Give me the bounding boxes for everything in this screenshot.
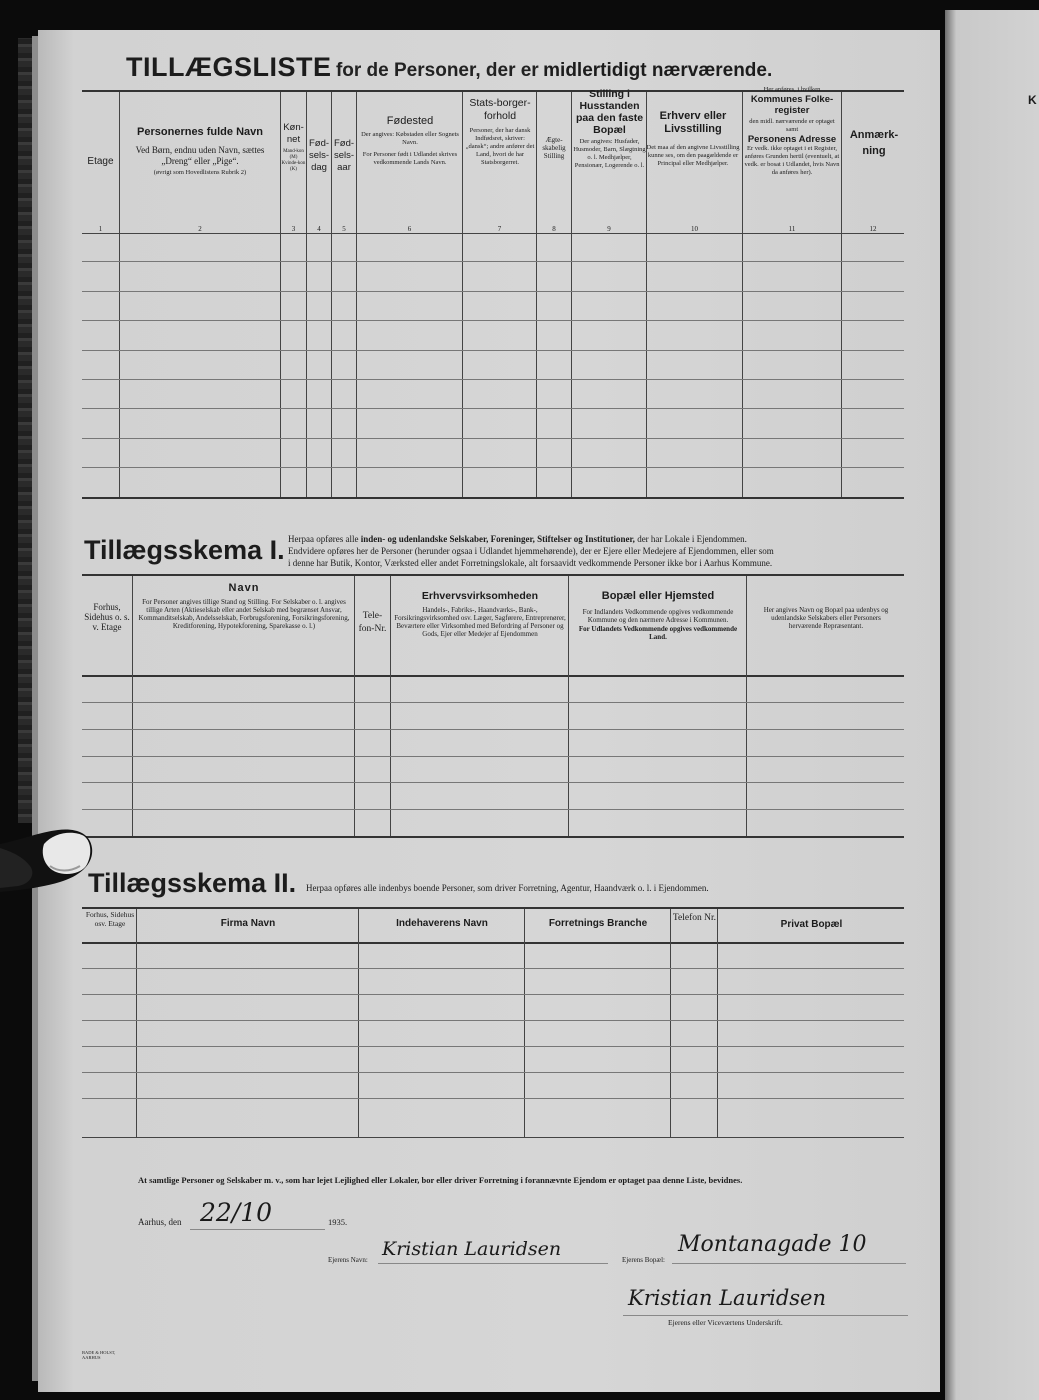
col-etage-title: Etage bbox=[87, 156, 114, 167]
t3-col-private-title: Privat Bopæl bbox=[780, 919, 843, 930]
col-register-title: Kommunes Folke-register bbox=[750, 94, 834, 116]
table1-row-rule bbox=[82, 261, 904, 262]
col-birthplace-sub: Der angives: Købstaden eller Sognets Navn. bbox=[361, 131, 459, 146]
table3-col-divider bbox=[670, 909, 671, 1137]
t2-col-name-title: Navn bbox=[228, 582, 260, 594]
table3-col-divider bbox=[358, 909, 359, 1137]
col-occupation-title: Erhverv eller Livsstilling bbox=[659, 110, 727, 135]
table1-col-divider bbox=[119, 92, 120, 497]
table1-row-rule bbox=[82, 408, 904, 409]
table1-col-divider bbox=[462, 92, 463, 497]
col-number: 6 bbox=[407, 225, 412, 233]
adjacent-page-letter: K bbox=[1028, 93, 1037, 107]
section2-intro bbox=[288, 533, 918, 569]
t2-col-phone-title: Tele-fon-Nr. bbox=[358, 611, 387, 634]
col-name-sub2: (øvrigt som Hovedlistens Rubrik 2) bbox=[153, 169, 247, 176]
table3-top-rule bbox=[82, 907, 904, 909]
t2-col-residence-sub2: For Udlandets Vedkommende opgives vedkommende Land. bbox=[578, 625, 738, 641]
table2-row-rule bbox=[82, 756, 904, 757]
finger-holding-page bbox=[0, 826, 100, 906]
table3-row-rule bbox=[82, 1072, 904, 1073]
col-number: 10 bbox=[691, 225, 698, 233]
col-register-pre: Her anføres, i hvilken bbox=[763, 86, 821, 93]
section2-intro-a: Herpaa opføres alle bbox=[288, 534, 359, 544]
owner-address-line bbox=[672, 1263, 906, 1264]
table2-row-rule bbox=[82, 729, 904, 730]
col-register-sub: den midl. nærværende er optaget samt bbox=[749, 118, 835, 133]
col-number: 5 bbox=[342, 225, 346, 233]
col-number: 7 bbox=[497, 225, 502, 233]
table1-row-rule bbox=[82, 379, 904, 380]
col-citizenship-title: Stats-borger-forhold bbox=[469, 97, 531, 122]
table1-row-rule bbox=[82, 467, 904, 468]
table2-col-divider bbox=[568, 576, 569, 836]
table3-bottom-rule bbox=[82, 1137, 904, 1138]
table2-header-rule bbox=[82, 675, 904, 677]
table3-row-rule bbox=[82, 1046, 904, 1047]
table2-col-divider bbox=[746, 576, 747, 836]
col-sex-header bbox=[281, 122, 306, 173]
section3-title: Tillægsskema II. bbox=[88, 868, 297, 898]
col-register-sub2: Er vedk. ikke optaget i et Register, anføres Grunden hertil (eventuelt, at vedk. er bosat i Udlandet, hvis Navn da anføres her). bbox=[744, 145, 840, 176]
col-citizenship-header bbox=[464, 97, 536, 167]
table1-col-divider bbox=[356, 92, 357, 497]
col-household-header bbox=[573, 88, 646, 170]
signature-label: Ejerens eller Viceværtens Underskrift. bbox=[668, 1318, 783, 1327]
col-citizenship-sub: Personer, der har dansk Indfødsret, skriver: „dansk“; andre anfører det Land, hvori de har Statsborgerret. bbox=[465, 127, 535, 166]
col-birthyear-title: Fød-sels-aar bbox=[333, 138, 355, 173]
book-spine bbox=[18, 38, 32, 823]
owner-name-line bbox=[378, 1263, 608, 1264]
table1-col-divider bbox=[841, 92, 842, 497]
col-name-title: Personernes fulde Navn bbox=[137, 126, 263, 138]
col-marital-title: Ægte-skabelig Stilling bbox=[542, 136, 566, 160]
section2-intro-line3: i denne har Butik, Kontor, Værksted eller andet Forretningslokale, alt forsaavidt vedkommende Personer ikke bor i Aarhus Kommune. bbox=[288, 558, 773, 568]
t2-col-name-header bbox=[134, 582, 354, 630]
signature-line bbox=[623, 1315, 908, 1316]
col-occupation-header bbox=[644, 110, 742, 168]
table1-header-rule bbox=[82, 233, 904, 234]
t2-col-business-header bbox=[392, 590, 568, 638]
table2-top-rule bbox=[82, 574, 904, 576]
col-household-title: Stilling i Husstanden paa den faste Bopæl bbox=[575, 88, 644, 136]
table2-row-rule bbox=[82, 809, 904, 810]
table2-col-divider bbox=[390, 576, 391, 836]
t3-col-firm-title: Firma Navn bbox=[220, 918, 276, 929]
t2-col-name-sub: For Personer angives tillige Stand og Stilling. For Selskaber o. l. angives tillige Arten (Aktieselskab eller andet Selskab med begrænset Ansvar, Kommanditselskab, Andelsselskab, Forbrugsforening, Forsikringsforening, Kreditforening, Hypotekforening, Sparekasse o. l.) bbox=[138, 598, 350, 630]
col-number: 4 bbox=[317, 225, 321, 233]
declaration-text: At samtlige Personer og Selskaber m. v., som har lejet Lejlighed eller Lokaler, bor eller driver Forretning i forannævnte Ejendom er optaget paa denne Liste, bevidnes. bbox=[138, 1175, 743, 1185]
col-register-header bbox=[743, 86, 841, 177]
section2-intro-line1 bbox=[288, 533, 918, 545]
col-name-header bbox=[121, 126, 279, 177]
col-sex-title: Køn-net bbox=[283, 122, 304, 145]
table3-row-rule bbox=[82, 1098, 904, 1099]
table2-row-rule bbox=[82, 702, 904, 703]
t3-col-etage-title: Forhus, Sidehus osv. Etage bbox=[85, 910, 135, 928]
col-number: 11 bbox=[788, 225, 796, 233]
t2-col-residence-title: Bopæl eller Hjemsted bbox=[601, 590, 715, 602]
section2-title: Tillægsskema I. bbox=[84, 535, 285, 565]
owner-address-label: Ejerens Bopæl: bbox=[622, 1256, 665, 1264]
t3-col-phone-title: Telefon Nr. bbox=[672, 913, 717, 923]
col-register-bold2: Personens Adresse bbox=[747, 134, 837, 145]
t2-col-residence-sub: For Indlandets Vedkommende opgives vedkommende Kommune og den nærmere Adresse i Kommunen. bbox=[582, 608, 734, 624]
table3-row-rule bbox=[82, 968, 904, 969]
table3-col-divider bbox=[524, 909, 525, 1137]
date-label: Aarhus, den bbox=[138, 1217, 182, 1227]
owner-address-handwritten: Montanagade 10 bbox=[678, 1232, 867, 1257]
col-number: 3 bbox=[291, 225, 296, 233]
t2-col-residence-header bbox=[570, 590, 746, 641]
col-household-sub: Der angives: Husfader, Husmoder, Barn, Slægtning o. l. Medhjælper, Pensionær, Logerende o. l. bbox=[573, 138, 646, 169]
section2-intro-c: der har Lokale i Ejendommen. bbox=[637, 534, 747, 544]
table2-row-rule bbox=[82, 782, 904, 783]
col-birthplace-sub2: For Personer født i Udlandet skrives vedkommende Lands Navn. bbox=[362, 151, 458, 166]
section2-intro-b: inden- og udenlandske Selskaber, Foreninger, Stiftelser og Institutioner, bbox=[360, 534, 635, 544]
section1-title bbox=[126, 52, 772, 83]
section1-title-rest-a: for de Personer, der er bbox=[335, 60, 539, 81]
col-number: 8 bbox=[552, 225, 556, 233]
date-handwritten: 22/10 bbox=[200, 1198, 273, 1227]
signature-handwritten: Kristian Lauridsen bbox=[628, 1286, 827, 1310]
t2-col-representative-sub: Her angives Navn og Bopæl paa udenbys og udenlandske Selskabers eller Personers herværende Repræsentant. bbox=[763, 606, 889, 630]
col-birthplace-header bbox=[358, 115, 462, 167]
table1-row-rule bbox=[82, 291, 904, 292]
col-number: 2 bbox=[198, 225, 202, 233]
section3-intro: Herpaa opføres alle indenbys boende Personer, som driver Forretning, Agentur, Haandværk o. l. i Ejendommen. bbox=[306, 883, 709, 893]
table3-row-rule bbox=[82, 1020, 904, 1021]
col-name-sub: Ved Børn, endnu uden Navn, sættes „Dreng“ eller „Pige“. bbox=[135, 145, 265, 166]
owner-name-label: Ejerens Navn: bbox=[328, 1256, 368, 1264]
table1-row-rule bbox=[82, 438, 904, 439]
table3-row-rule bbox=[82, 994, 904, 995]
section1-title-big: TILLÆGSLISTE bbox=[126, 52, 332, 82]
owner-name-handwritten: Kristian Lauridsen bbox=[382, 1238, 562, 1260]
t2-col-business-sub: Handels-, Fabriks-, Haandværks-, Bank-, Forsikringsvirksomhed osv. Læger, Sagførere, Entreprenører, Beværtere eller Virksomhed med Befordring af Personer og Gods, Ejer eller Medejer af Ejendommen bbox=[394, 606, 566, 638]
table2-bottom-rule bbox=[82, 836, 904, 838]
t2-col-etage-title: Forhus, Sidehus o. s. v. Etage bbox=[84, 602, 130, 632]
table2-col-divider bbox=[132, 576, 133, 836]
table3-col-divider bbox=[717, 909, 718, 1137]
col-birthplace-title: Fødested bbox=[386, 115, 434, 127]
col-number: 9 bbox=[607, 225, 611, 233]
year-label: 1935. bbox=[328, 1217, 348, 1227]
section1-title-rest-b: midlertidigt nærværende. bbox=[543, 60, 773, 81]
col-sex-sub: Mand-kon (M) Kvinde-kon (K) bbox=[281, 149, 306, 172]
adjacent-page bbox=[945, 10, 1039, 1400]
col-number: 12 bbox=[869, 225, 877, 233]
col-remark-title: Anmærk-ning bbox=[849, 129, 899, 157]
t3-col-branch-title: Forretnings Branche bbox=[548, 918, 648, 929]
table3-col-divider bbox=[136, 909, 137, 1137]
date-line bbox=[190, 1229, 325, 1230]
t3-col-owner-title: Indehaverens Navn bbox=[396, 918, 488, 929]
table1-row-rule bbox=[82, 320, 904, 321]
col-number: 1 bbox=[98, 225, 103, 233]
table1-bottom-rule bbox=[82, 497, 904, 499]
col-birthday-title: Fød-sels-dag bbox=[308, 138, 330, 173]
table3-header-rule bbox=[82, 942, 904, 944]
table1-row-rule bbox=[82, 350, 904, 351]
table1-col-divider bbox=[571, 92, 572, 497]
col-occupation-sub: Det maa af den angivne Livsstilling kunne ses, om den paagældende er Principal eller Medhjælper. bbox=[646, 144, 740, 167]
printer-mark: BADE & HOLST, AARHUS bbox=[82, 1350, 116, 1360]
section2-intro-line2: Endvidere opføres her de Personer (herunder ogsaa i Udlandet hjemmehørende), der er Ejere eller Medejere af Ejendommen, eller som bbox=[288, 546, 774, 556]
form-page bbox=[38, 30, 940, 1392]
t2-col-business-title: Erhvervsvirksomheden bbox=[421, 590, 539, 602]
